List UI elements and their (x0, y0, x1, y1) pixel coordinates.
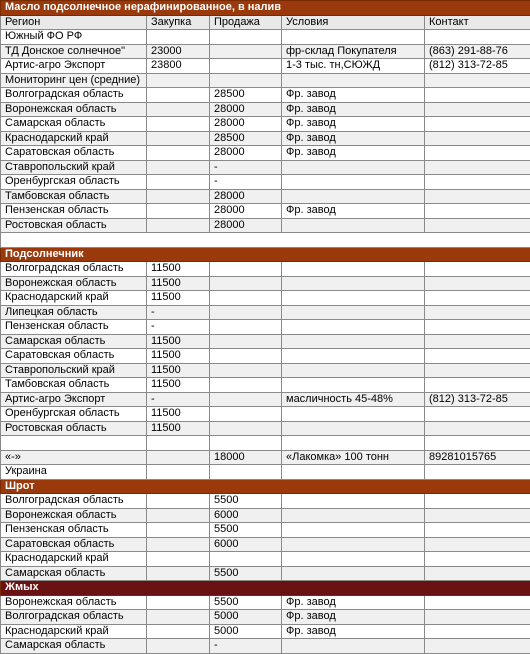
price-table-body (1, 1, 530, 654)
cell-sale (210, 44, 282, 59)
cell-region: Украина (1, 465, 147, 480)
table-row (1, 363, 530, 378)
cell-conditions (282, 465, 425, 480)
cell-conditions (282, 436, 425, 451)
table-row (1, 262, 530, 277)
cell-purchase: 11500 (147, 363, 210, 378)
cell-sale: 5000 (210, 610, 282, 625)
table-row (1, 392, 530, 407)
column-header-row (1, 15, 530, 30)
table-row (1, 494, 530, 509)
table-row (1, 436, 530, 451)
cell-region: Ростовская область (1, 421, 147, 436)
cell-contact (425, 131, 530, 146)
cell-conditions: Фр. завод (282, 131, 425, 146)
table-row (1, 131, 530, 146)
cell-conditions (282, 552, 425, 567)
cell-contact (425, 204, 530, 219)
cell-region: Пензенская область (1, 320, 147, 335)
cell-purchase (147, 102, 210, 117)
cell-contact (425, 494, 530, 509)
table-row (1, 146, 530, 161)
table-row (1, 378, 530, 393)
cell-contact (425, 363, 530, 378)
section-title-row (1, 1, 530, 16)
cell-conditions (282, 349, 425, 364)
cell-purchase: 11500 (147, 276, 210, 291)
table-row (1, 595, 530, 610)
cell-contact (425, 595, 530, 610)
cell-purchase: 11500 (147, 407, 210, 422)
cell-conditions (282, 73, 425, 88)
cell-conditions: Фр. завод (282, 595, 425, 610)
cell-sale: - (210, 160, 282, 175)
cell-sale (210, 349, 282, 364)
section-title-row (1, 581, 530, 596)
cell-purchase (147, 595, 210, 610)
spacer-cell (1, 233, 530, 248)
cell-conditions: Фр. завод (282, 610, 425, 625)
cell-region: Ростовская область (1, 218, 147, 233)
cell-contact (425, 566, 530, 581)
cell-contact (425, 436, 530, 451)
cell-region: Волгоградская область (1, 262, 147, 277)
table-row (1, 175, 530, 190)
table-row (1, 44, 530, 59)
cell-purchase (147, 610, 210, 625)
cell-contact: 89281015765 (425, 450, 530, 465)
cell-region: Тамбовская область (1, 378, 147, 393)
cell-sale: 28000 (210, 218, 282, 233)
cell-purchase: - (147, 392, 210, 407)
cell-purchase: - (147, 305, 210, 320)
section-title: Масло подсолнечное нерафинированное, в налив (1, 1, 530, 16)
cell-purchase: 11500 (147, 262, 210, 277)
cell-purchase (147, 436, 210, 451)
cell-purchase: - (147, 320, 210, 335)
cell-contact (425, 117, 530, 132)
cell-sale: - (210, 639, 282, 654)
cell-contact (425, 73, 530, 88)
table-row (1, 334, 530, 349)
cell-purchase (147, 117, 210, 132)
cell-conditions (282, 363, 425, 378)
table-row (1, 291, 530, 306)
cell-purchase (147, 523, 210, 538)
cell-region: Волгоградская область (1, 494, 147, 509)
cell-conditions (282, 639, 425, 654)
cell-conditions (282, 334, 425, 349)
cell-sale (210, 291, 282, 306)
cell-contact: (812) 313-72-85 (425, 59, 530, 74)
cell-conditions (282, 421, 425, 436)
cell-conditions (282, 378, 425, 393)
table-row (1, 276, 530, 291)
cell-region: Воронежская область (1, 508, 147, 523)
cell-contact (425, 146, 530, 161)
cell-contact (425, 189, 530, 204)
cell-sale: 28000 (210, 146, 282, 161)
cell-purchase: 23800 (147, 59, 210, 74)
cell-sale: 5000 (210, 624, 282, 639)
cell-region: Самарская область (1, 566, 147, 581)
cell-contact (425, 175, 530, 190)
cell-sale (210, 305, 282, 320)
cell-conditions: Фр. завод (282, 102, 425, 117)
cell-contact (425, 508, 530, 523)
cell-region: Воронежская область (1, 102, 147, 117)
cell-conditions (282, 508, 425, 523)
cell-conditions: Фр. завод (282, 624, 425, 639)
table-row (1, 218, 530, 233)
cell-conditions (282, 218, 425, 233)
cell-purchase: 23000 (147, 44, 210, 59)
cell-contact (425, 407, 530, 422)
column-header-conditions: Условия (282, 15, 425, 30)
cell-contact: (863) 291-88-76 (425, 44, 530, 59)
table-row (1, 305, 530, 320)
cell-sale: 28000 (210, 117, 282, 132)
cell-purchase (147, 131, 210, 146)
cell-sale: 5500 (210, 595, 282, 610)
table-row (1, 88, 530, 103)
cell-sale (210, 30, 282, 45)
table-row (1, 624, 530, 639)
cell-region: Артис-агро Экспорт (1, 392, 147, 407)
cell-region: Самарская область (1, 639, 147, 654)
cell-conditions: 1-3 тыс. тн,СЮЖД (282, 59, 425, 74)
cell-sale (210, 73, 282, 88)
cell-contact (425, 624, 530, 639)
table-row (1, 523, 530, 538)
cell-sale: 28000 (210, 102, 282, 117)
cell-conditions: Фр. завод (282, 88, 425, 103)
cell-region: Оренбургская область (1, 175, 147, 190)
cell-sale: 18000 (210, 450, 282, 465)
cell-region: Тамбовская область (1, 189, 147, 204)
table-row (1, 73, 530, 88)
table-row (1, 59, 530, 74)
cell-conditions (282, 320, 425, 335)
cell-conditions (282, 30, 425, 45)
table-row (1, 204, 530, 219)
cell-contact (425, 552, 530, 567)
cell-sale (210, 334, 282, 349)
cell-contact (425, 610, 530, 625)
cell-region: Краснодарский край (1, 131, 147, 146)
cell-conditions (282, 276, 425, 291)
cell-region: ТД Донское солнечное" (1, 44, 147, 59)
cell-conditions (282, 523, 425, 538)
cell-contact (425, 291, 530, 306)
cell-conditions: масличность 45-48% (282, 392, 425, 407)
cell-purchase (147, 88, 210, 103)
cell-purchase (147, 146, 210, 161)
cell-region: Самарская область (1, 334, 147, 349)
cell-contact (425, 88, 530, 103)
cell-region: Саратовская область (1, 349, 147, 364)
table-row (1, 610, 530, 625)
cell-purchase (147, 160, 210, 175)
cell-region: Воронежская область (1, 595, 147, 610)
table-row (1, 160, 530, 175)
table-row (1, 30, 530, 45)
cell-conditions (282, 494, 425, 509)
cell-region: Краснодарский край (1, 552, 147, 567)
section-title: Подсолнечник (1, 247, 530, 262)
section-title-row (1, 247, 530, 262)
cell-purchase (147, 537, 210, 552)
cell-purchase (147, 204, 210, 219)
cell-sale (210, 276, 282, 291)
cell-conditions (282, 262, 425, 277)
cell-sale (210, 421, 282, 436)
cell-contact (425, 102, 530, 117)
cell-region: «-» (1, 450, 147, 465)
cell-purchase: 11500 (147, 378, 210, 393)
cell-region: Саратовская область (1, 537, 147, 552)
cell-purchase (147, 218, 210, 233)
cell-sale (210, 378, 282, 393)
cell-sale (210, 320, 282, 335)
column-header-region: Регион (1, 15, 147, 30)
cell-region: Краснодарский край (1, 624, 147, 639)
cell-region: Южный ФО РФ (1, 30, 147, 45)
cell-conditions (282, 291, 425, 306)
table-row (1, 102, 530, 117)
cell-region: Липецкая область (1, 305, 147, 320)
cell-purchase (147, 465, 210, 480)
cell-purchase (147, 73, 210, 88)
cell-sale (210, 363, 282, 378)
cell-conditions: Фр. завод (282, 146, 425, 161)
section-title-row (1, 479, 530, 494)
cell-sale: 28500 (210, 88, 282, 103)
table-row (1, 349, 530, 364)
cell-conditions (282, 305, 425, 320)
section-title: Жмых (1, 581, 530, 596)
table-row (1, 117, 530, 132)
cell-sale: 6000 (210, 537, 282, 552)
cell-conditions (282, 407, 425, 422)
table-row (1, 508, 530, 523)
cell-sale (210, 262, 282, 277)
spacer-row (1, 233, 530, 248)
cell-conditions: Фр. завод (282, 117, 425, 132)
cell-conditions (282, 566, 425, 581)
cell-region: Оренбургская область (1, 407, 147, 422)
cell-region: Воронежская область (1, 276, 147, 291)
cell-conditions: «Лакомка» 100 тонн (282, 450, 425, 465)
cell-contact (425, 378, 530, 393)
cell-sale (210, 59, 282, 74)
table-row (1, 421, 530, 436)
cell-purchase (147, 639, 210, 654)
cell-sale (210, 436, 282, 451)
cell-sale (210, 552, 282, 567)
cell-sale (210, 407, 282, 422)
cell-conditions: Фр. завод (282, 204, 425, 219)
table-row (1, 552, 530, 567)
cell-region: Волгоградская область (1, 610, 147, 625)
cell-contact (425, 421, 530, 436)
column-header-purchase: Закупка (147, 15, 210, 30)
cell-region: Мониторинг цен (средние) (1, 73, 147, 88)
cell-purchase (147, 494, 210, 509)
table-row (1, 537, 530, 552)
column-header-sale: Продажа (210, 15, 282, 30)
cell-region: Пензенская область (1, 523, 147, 538)
cell-purchase (147, 450, 210, 465)
cell-contact (425, 523, 530, 538)
cell-contact (425, 276, 530, 291)
cell-purchase (147, 175, 210, 190)
column-header-contact: Контакт (425, 15, 530, 30)
table-row (1, 639, 530, 654)
cell-contact (425, 160, 530, 175)
cell-region: Пензенская область (1, 204, 147, 219)
table-row (1, 566, 530, 581)
cell-region: Самарская область (1, 117, 147, 132)
cell-purchase (147, 624, 210, 639)
cell-sale: - (210, 175, 282, 190)
cell-contact (425, 349, 530, 364)
cell-sale: 6000 (210, 508, 282, 523)
cell-conditions (282, 175, 425, 190)
cell-region: Саратовская область (1, 146, 147, 161)
cell-purchase: 11500 (147, 291, 210, 306)
cell-contact (425, 537, 530, 552)
cell-sale: 5500 (210, 523, 282, 538)
cell-sale: 5500 (210, 494, 282, 509)
cell-contact (425, 305, 530, 320)
table-row (1, 407, 530, 422)
cell-contact (425, 30, 530, 45)
section-title: Шрот (1, 479, 530, 494)
cell-region: Ставропольский край (1, 363, 147, 378)
cell-region: Артис-агро Экспорт (1, 59, 147, 74)
cell-purchase (147, 189, 210, 204)
cell-purchase (147, 30, 210, 45)
cell-conditions (282, 537, 425, 552)
cell-region: Краснодарский край (1, 291, 147, 306)
cell-sale: 28500 (210, 131, 282, 146)
cell-region (1, 436, 147, 451)
cell-contact (425, 639, 530, 654)
cell-contact (425, 262, 530, 277)
cell-conditions (282, 160, 425, 175)
cell-sale (210, 392, 282, 407)
cell-contact (425, 320, 530, 335)
cell-sale: 5500 (210, 566, 282, 581)
cell-region: Ставропольский край (1, 160, 147, 175)
cell-sale: 28000 (210, 204, 282, 219)
cell-contact (425, 218, 530, 233)
cell-purchase (147, 566, 210, 581)
table-row (1, 189, 530, 204)
table-row (1, 450, 530, 465)
cell-purchase (147, 552, 210, 567)
cell-conditions (282, 189, 425, 204)
cell-conditions: фр-склад Покупателя (282, 44, 425, 59)
table-row (1, 320, 530, 335)
cell-purchase (147, 508, 210, 523)
cell-region: Волгоградская область (1, 88, 147, 103)
table-row (1, 465, 530, 480)
cell-sale: 28000 (210, 189, 282, 204)
cell-contact (425, 465, 530, 480)
cell-sale (210, 465, 282, 480)
cell-purchase: 11500 (147, 421, 210, 436)
cell-purchase: 11500 (147, 349, 210, 364)
cell-contact (425, 334, 530, 349)
cell-contact: (812) 313-72-85 (425, 392, 530, 407)
cell-purchase: 11500 (147, 334, 210, 349)
